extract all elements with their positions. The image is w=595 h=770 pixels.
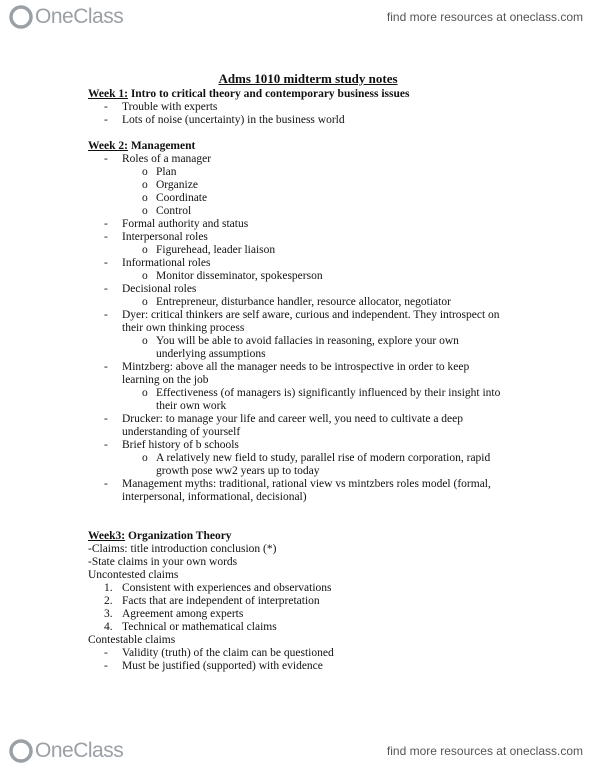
list-item-continued: understanding of yourself	[122, 426, 241, 438]
sub-item: o Effectiveness (of managers is) significantly influenced by their insight into	[142, 387, 501, 399]
sub-item: o Organize	[142, 179, 198, 191]
text-line: -State claims in your own words	[88, 556, 238, 568]
sub-item: o Plan	[142, 166, 177, 178]
oneclass-logo-icon	[8, 4, 34, 30]
sub-item-continued: underlying assumptions	[156, 348, 266, 360]
sub-item: o Monitor disseminator, spokesperson	[142, 270, 323, 282]
study-notes	[88, 72, 528, 673]
sub-item: o Figurehead, leader liaison	[142, 244, 276, 256]
text-line: -Claims: title introduction conclusion (*)	[88, 543, 277, 555]
list-item: - Interpersonal roles	[104, 231, 208, 243]
sub-item-continued: growth pose ww2 years up to today	[156, 465, 320, 477]
brand-name: OneClass	[35, 739, 124, 762]
list-item: - Must be justified (supported) with evidence	[104, 660, 323, 672]
subheading: Contestable claims	[88, 634, 176, 646]
week1-heading: Week 1: Intro to critical theory and contemporary business issues	[88, 88, 410, 100]
list-item: - Validity (truth) of the claim can be questioned	[104, 647, 334, 659]
week3-heading: Week3: Organization Theory	[88, 530, 232, 542]
numbered-item: 4. Technical or mathematical claims	[104, 621, 277, 633]
footer-bar	[0, 736, 595, 770]
brand-name: OneClass	[35, 5, 124, 28]
list-item: - Brief history of b schools	[104, 439, 239, 451]
subheading: Uncontested claims	[88, 569, 179, 581]
sub-item-continued: their own work	[156, 400, 227, 412]
sub-item: o Entrepreneur, disturbance handler, resource allocator, negotiator	[142, 296, 451, 308]
page-title: Adms 1010 midterm study notes	[218, 71, 398, 86]
resources-link[interactable]: find more resources at oneclass.com	[386, 10, 583, 24]
list-item: - Informational roles	[104, 257, 211, 269]
list-item: - Drucker: to manage your life and career well, you need to cultivate a deep	[104, 413, 464, 425]
oneclass-logo-icon	[8, 738, 34, 764]
sub-item: o Control	[142, 205, 192, 217]
list-item-continued: their own thinking process	[122, 322, 245, 334]
header-bar	[0, 0, 595, 34]
list-item: - Roles of a manager	[104, 153, 212, 165]
list-item: - Trouble with experts	[104, 101, 218, 113]
list-item: - Decisional roles	[104, 283, 197, 295]
list-item: - Management myths: traditional, rational view vs mintzbers roles model (formal,	[104, 478, 491, 490]
numbered-item: 3. Agreement among experts	[104, 608, 244, 620]
resources-link[interactable]: find more resources at oneclass.com	[386, 744, 583, 758]
list-item: - Dyer: critical thinkers are self aware, curious and independent. They introspect on	[104, 309, 500, 321]
list-item: - Formal authority and status	[104, 218, 249, 230]
oneclass-logo[interactable]	[8, 4, 123, 30]
list-item-continued: interpersonal, informational, decisional)	[122, 491, 307, 503]
oneclass-logo[interactable]	[8, 738, 123, 764]
week2-heading: Week 2: Management	[88, 140, 196, 152]
sub-item: o Coordinate	[142, 192, 208, 204]
numbered-item: 2. Facts that are independent of interpretation	[104, 595, 320, 607]
numbered-item: 1. Consistent with experiences and observations	[104, 582, 332, 594]
list-item: - Mintzberg: above all the manager needs to be introspective in order to keep	[104, 361, 470, 373]
list-item: - Lots of noise (uncertainty) in the business world	[104, 114, 345, 126]
list-item-continued: learning on the job	[122, 374, 209, 386]
sub-item: o You will be able to avoid fallacies in reasoning, explore your own	[142, 335, 459, 347]
sub-item: o A relatively new field to study, parallel rise of modern corporation, rapid	[142, 452, 491, 464]
